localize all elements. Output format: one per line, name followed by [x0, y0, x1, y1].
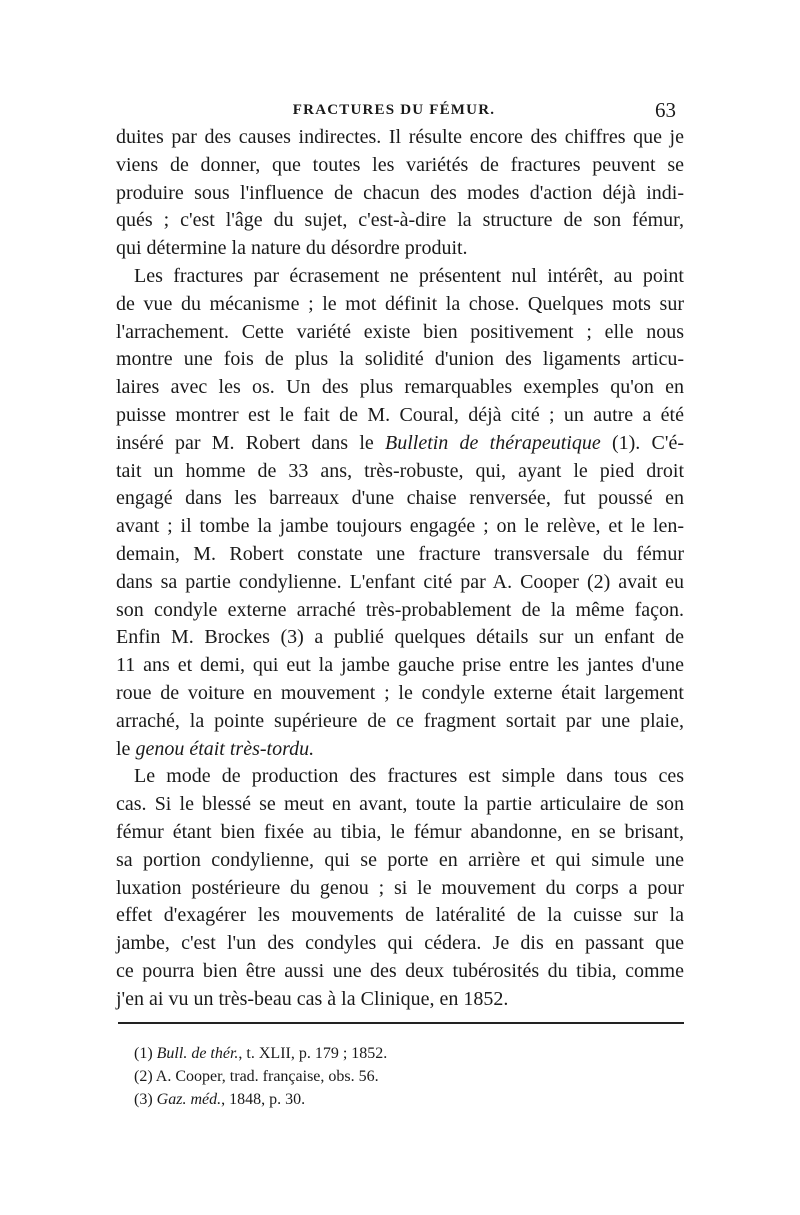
text-line: demain, M. Robert constate une fracture transversale du fémur [116, 542, 684, 565]
footnote-3 [134, 1088, 387, 1111]
text-line: viens de donner, que toutes les variétés de fractures peuvent se [116, 153, 684, 176]
text-line: produire sous l'influence de chacun des modes d'action déjà indi- [116, 181, 684, 204]
text-line: qués ; c'est l'âge du sujet, c'est-à-dire la structure de son fémur, [116, 209, 684, 232]
journal-title: Bulletin de thérapeutique [384, 431, 601, 454]
footnote-rule [118, 1022, 684, 1024]
text-line: duites par des causes indirectes. Il résulte encore des chiffres que je [116, 126, 684, 148]
body-text [116, 124, 684, 1014]
text-line: luxation postérieure du genou ; si le mouvement du corps a pour [116, 876, 684, 899]
text-line: l'arrachement. Cette variété existe bien positivement ; elle nous [116, 320, 684, 343]
text-run: inséré par M. Robert dans le [116, 431, 385, 454]
italic-phrase: genou était très-tordu. [135, 737, 315, 760]
text-line: roue de voiture en mouvement ; le condyle externe était largement [116, 681, 684, 704]
text-line: fémur étant bien fixée au tibia, le fémur abandonne, en se brisant, [116, 820, 684, 843]
text-line: effet d'exagérer les mouvements de latéralité de la cuisse sur la [116, 904, 684, 927]
page-number: 63 [655, 98, 676, 122]
text-line: laires avec les os. Un des plus remarquables exemples qu'on en [116, 376, 684, 399]
text-line: engagé dans les barreaux d'une chaise renversée, fut poussé en [116, 487, 684, 510]
text-line: avant ; il tombe la jambe toujours engagée ; on le relève, et le len- [116, 515, 684, 538]
text-line: qui détermine la nature du désordre produit. [116, 237, 468, 260]
footnote-detail: , t. XLII, p. 179 ; 1852. [238, 1045, 388, 1062]
footnote-1 [134, 1042, 387, 1065]
text-line: 11 ans et demi, qui eut la jambe gauche prise entre les jantes d'une [116, 654, 684, 677]
text-line: montre une fois de plus la solidité d'union des ligaments articu- [116, 348, 684, 371]
text-line: son condyle externe arraché très-probablement de la même façon. [116, 598, 684, 621]
footnote-marker: (1) [134, 1045, 157, 1062]
text-line: Les fractures par écrasement ne présentent nul intérêt, au point [134, 264, 684, 287]
text-line: Le mode de production des fractures est simple dans tous ces [134, 765, 684, 788]
text-line: Enfin M. Brockes (3) a publié quelques détails sur un enfant de [116, 626, 684, 649]
text-line: tait un homme de 33 ans, très-robuste, qui, ayant le pied droit [116, 459, 684, 482]
running-header [112, 98, 676, 124]
running-title: FRACTURES DU FÉMUR. [292, 102, 496, 118]
footnote-source: Gaz. méd. [156, 1091, 222, 1108]
text-line: cas. Si le blessé se meut en avant, toute la partie articulaire de son [116, 793, 684, 816]
text-line: j'en ai vu un très-beau cas à la Clinique, en 1852. [116, 987, 509, 1010]
text-line: jambe, c'est l'un des condyles qui cédera. Je dis en passant que [116, 932, 684, 955]
text-line: dans sa partie condylienne. L'enfant cité par A. Cooper (2) avait eu [116, 570, 684, 593]
text-run: le [116, 737, 136, 760]
text-line [116, 736, 684, 764]
text-line [116, 430, 684, 458]
text-line: sa portion condylienne, qui se porte en arrière et qui simule une [116, 848, 684, 871]
text-line: arraché, la pointe supérieure de ce fragment sortait par une plaie, [116, 709, 684, 732]
footnote-source: Bull. de thér. [156, 1045, 239, 1062]
footnote-marker: (3) [134, 1091, 157, 1108]
text-line: ce pourra bien être aussi une des deux tubérosités du tibia, comme [116, 959, 684, 982]
footnotes [134, 1042, 387, 1111]
footnote-2: (2) A. Cooper, trad. française, obs. 56. [134, 1068, 379, 1085]
text-line: de vue du mécanisme ; le mot définit la chose. Quelques mots sur [116, 292, 684, 315]
text-run: (1). C'é- [600, 431, 684, 454]
footnote-detail: , 1848, p. 30. [221, 1091, 306, 1108]
text-line: puisse montrer est le fait de M. Coural, déjà cité ; un autre a été [116, 403, 684, 426]
